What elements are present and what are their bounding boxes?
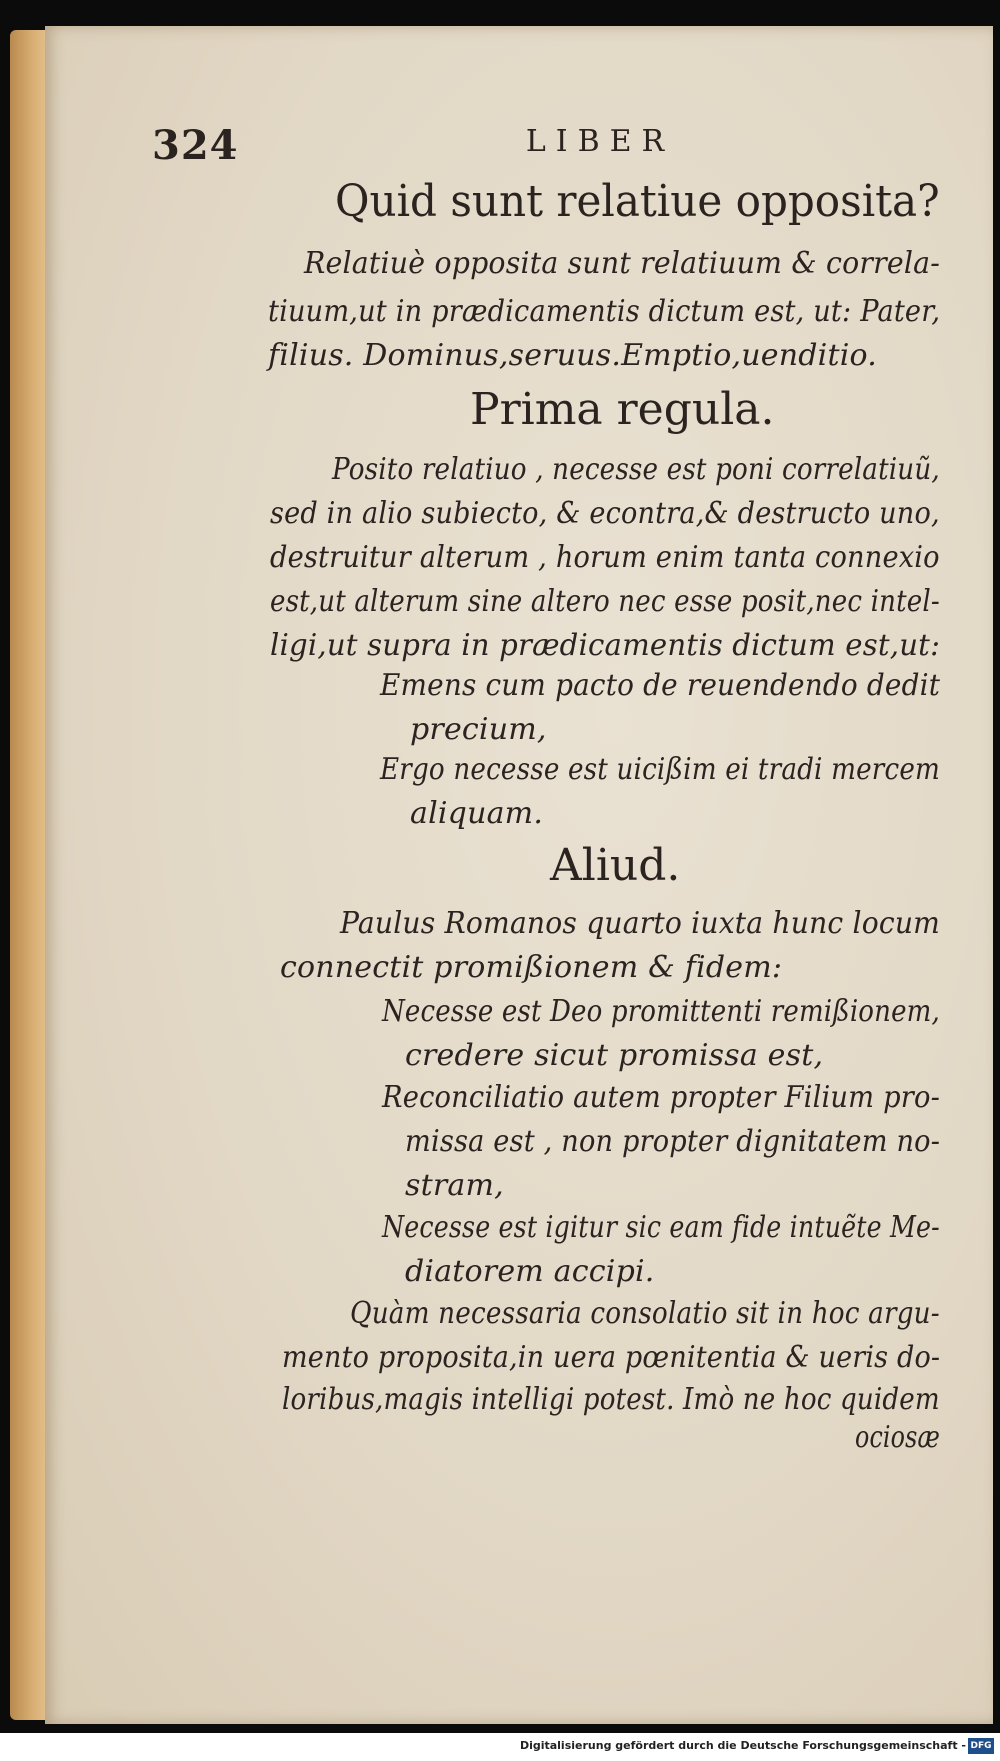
text-line: destruitur alterum , horum enim tanta connexio [270,540,940,575]
text-line: mento proposita,in uera pœnitentia & ueris do- [282,1340,941,1375]
text-line: Emens cum pacto de reuendendo dedit [380,668,941,703]
text-line: est,ut alterum sine altero nec esse posit,nec intel- [270,584,940,619]
text-line: filius. Dominus,seruus.Emptio,uenditio. [268,338,877,373]
text-line: tiuum,ut in prædicamentis dictum est, ut: Pater, [268,294,941,329]
section-heading-aliud: Aliud. [550,840,681,891]
text-line: precium, [410,712,547,747]
text-line: Relatiuè opposita sunt relatiuum & correla- [304,246,941,281]
page-number: 324 [152,122,239,169]
text-line: aliquam. [410,796,544,831]
text-line: Paulus Romanos quarto iuxta hunc locum [340,906,941,941]
text-line: Quàm necessaria consolatio sit in hoc argu- [350,1296,940,1331]
text-line: Necesse est Deo promittenti remißionem, [382,994,940,1029]
text-line: credere sicut promissa est, [405,1038,824,1073]
text-line: Ergo necesse est uicißim ei tradi mercem [380,752,941,787]
text-line: Posito relatiuo , necesse est poni correlatiuũ, [332,452,940,487]
section-heading-prima-regula: Prima regula. [470,384,775,435]
catchword: ociosæ [855,1420,941,1455]
text-line: Necesse est igitur sic eam fide intuẽte Me- [382,1210,940,1245]
digitization-footer [0,1733,1000,1761]
text-line: loribus,magis intelligi potest. Imò ne hoc quidem [282,1382,940,1417]
text-line: missa est , non propter dignitatem no- [405,1124,941,1159]
text-line: diatorem accipi. [405,1254,655,1289]
section-heading-quid: Quid sunt relatiue opposita? [335,176,940,227]
dfg-logo: DFG [968,1738,994,1754]
running-head: LIBER [525,124,675,159]
text-line: connectit promißionem & fidem: [280,950,783,985]
text-line: stram, [405,1168,504,1203]
footer-credit: Digitalisierung gefördert durch die Deutsche Forschungsgemeinschaft - [519,1739,966,1752]
text-line: sed in alio subiecto, & econtra,& destructo uno, [270,496,940,531]
text-line: Reconciliatio autem propter Filium pro- [382,1080,941,1115]
text-line: ligi,ut supra in prædicamentis dictum est,ut: [270,628,941,663]
